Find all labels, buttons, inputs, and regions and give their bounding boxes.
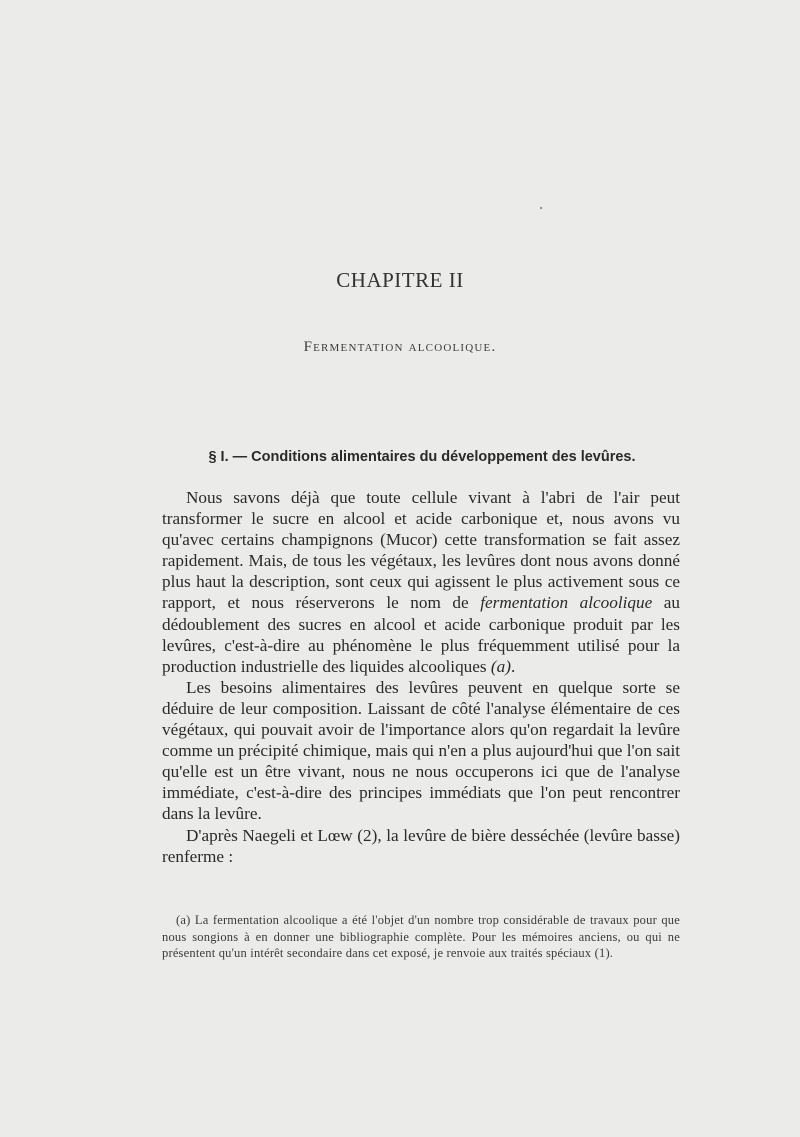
paragraph-1 xyxy=(162,487,680,677)
paragraph-1-start: Nous savons déjà que toute cellule vivant à l'abri de l'air peut transformer le sucre en alcool et acide carbonique et, nous avons vu qu'avec certains champignons (Mucor) cette transformation se fait assez rapidement. Mais, de tous les végétaux, les levûres dont nous avons donné plus haut la description, sont ceux qui agissent le plus activement sous ce rapport, et nous réserverons le nom de xyxy=(162,488,680,613)
paper-speck xyxy=(540,207,542,209)
paragraph-1-end: . xyxy=(510,656,516,676)
paragraph-3: D'après Naegeli et Lœw (2), la levûre de bière desséchée (levûre basse) renferme : xyxy=(162,825,680,866)
italic-term: fermentation alcoolique xyxy=(480,593,653,613)
body-text xyxy=(162,487,680,867)
footnote-ref: (a) xyxy=(490,656,511,676)
paragraph-2: Les besoins alimentaires des levûres peuvent en quelque sorte se déduire de leur composition. Laissant de côté l'analyse élémentaire de ces végétaux, qui pouvait avoir de l'importance alors qu'on regardait la levûre comme un précipité chimique, mais qui n'en a plus aujourd'hui que l'on sait qu'elle est un être vivant, nous ne nous occuperons ici que de l'analyse immédiate, c'est-à-dire des principes immédiats que l'on peut rencontrer dans la levûre. xyxy=(162,677,680,824)
chapter-subtitle: Fermentation alcoolique. xyxy=(303,339,497,355)
paragraph-1-middle: au dédoublement des sucres en alcool et acide carbonique produit par les levûres, c'est-à-dire au phénomène le plus fréquemment utilisé pour la production industrielle des liquides alcooliques xyxy=(162,593,681,676)
chapter-title: CHAPITRE II xyxy=(336,268,464,292)
footnote: (a) La fermentation alcoolique a été l'objet d'un nombre trop considérable de travaux pour que nous songions à en donner une bibliographie complète. Pour les mémoires anciens, ou qui ne présentent qu'un intérêt secondaire dans cet exposé, je renvoie aux traités spéciaux (1). xyxy=(162,913,680,960)
section-heading: § I. — Conditions alimentaires du développement des levûres. xyxy=(208,449,636,465)
